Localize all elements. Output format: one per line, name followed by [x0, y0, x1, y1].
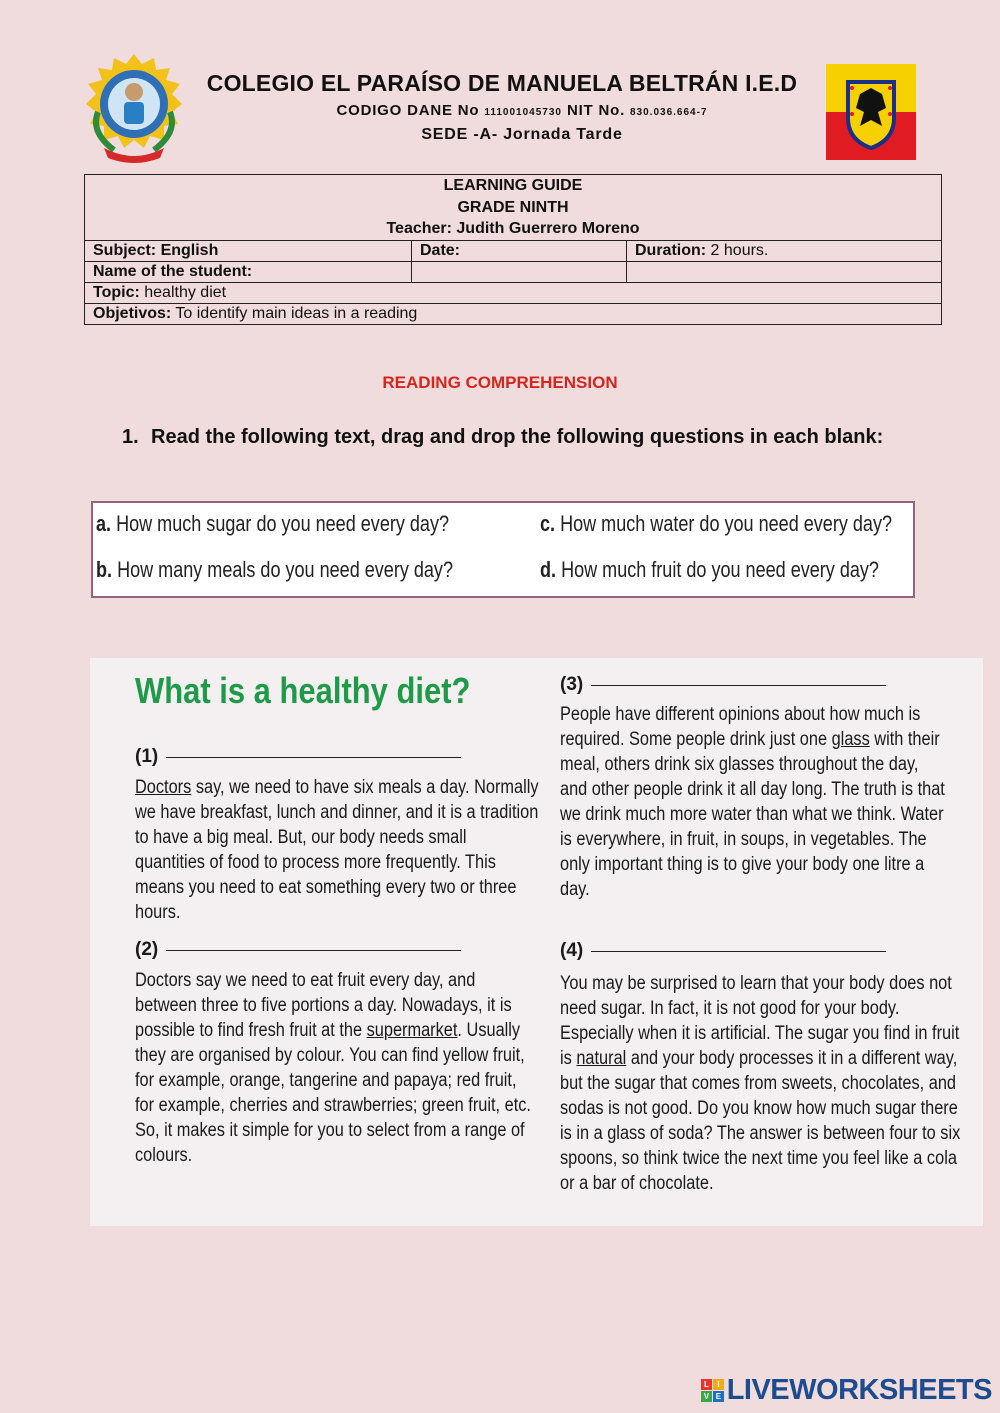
sede-line: SEDE -A- Jornada Tarde [421, 126, 623, 143]
bogota-flag-icon [826, 64, 916, 160]
topic-cell: Topic: healthy diet [85, 282, 942, 303]
section-title: READING COMPREHENSION [382, 373, 618, 392]
instruction [122, 422, 902, 452]
paragraph-1: Doctors say, we need to have six meals a day. Normally we have breakfast, lunch and dinner, and it is a tradition to have a big meal. But, our body needs small quantities of food to process more frequently. This means you need to eat something every two or three hours. [135, 777, 539, 923]
blank-4[interactable]: (4) [560, 940, 886, 962]
guide-info-table [84, 174, 942, 325]
duration-cell: Duration: 2 hours. [627, 240, 942, 261]
objectives-cell: Objetivos: To identify main ideas in a reading [85, 303, 942, 324]
paragraph-3: People have different opinions about how much is required. Some people drink just one glass with their meal, others drink six glasses throughout the day, and other people drink it all day long. The truth is that we drink much more water than what we think. Water is everywhere, in fruit, in soups, in vegetables. The only important thing is to give your body one litre a day. [560, 704, 945, 900]
blank-3[interactable]: (3) [560, 674, 886, 696]
school-crest-logo [84, 52, 184, 164]
school-name: COLEGIO EL PARAÍSO DE MANUELA BELTRÁN I.E.D [206, 70, 798, 96]
nit-label: NIT No. [566, 102, 626, 119]
guide-teacher: Teacher: Judith Guerrero Moreno [386, 220, 640, 237]
question-c[interactable]: c. How much water do you need every day? [540, 511, 892, 536]
subject-cell: Subject: English [85, 240, 412, 261]
guide-title: LEARNING GUIDE [443, 177, 583, 194]
student-name-extra-field[interactable] [627, 261, 942, 282]
guide-header-cell [85, 175, 942, 241]
nit-value: 830.036.664-7 [630, 107, 708, 118]
paragraph-2: Doctors say we need to eat fruit every day, and between three to five portions a day. Nowadays, it is possible to find fresh fruit at the supermarket. Usually they are organised by colour. You can find yellow fruit, for example, orange, tangerine and papaya; red fruit, for example, cherries and strawberries; green fruit, etc. So, it makes it simple for you to select from a range of colours. [135, 970, 531, 1166]
instruction-number: 1. [122, 426, 139, 448]
question-b[interactable]: b. How many meals do you need every day? [96, 557, 453, 582]
student-name-field[interactable] [412, 261, 627, 282]
question-d[interactable]: d. How much fruit do you need every day? [540, 557, 879, 582]
question-a[interactable]: a. How much sugar do you need every day? [96, 511, 450, 536]
student-name-label-cell: Name of the student: [85, 261, 412, 282]
liveworksheets-badge-icon: L I V E [701, 1379, 724, 1402]
guide-grade: GRADE NINTH [457, 198, 569, 216]
reading-title: What is a healthy diet? [135, 670, 471, 711]
code-value: 111001045730 [484, 107, 562, 118]
reading-panel [90, 658, 983, 1226]
instruction-text: Read the following text, drag and drop the following questions in each blank: [151, 426, 884, 448]
questions-box [91, 501, 915, 598]
liveworksheets-brand: LIVEWORKSHEETS [726, 1374, 992, 1406]
date-cell: Date: [412, 240, 627, 261]
school-codes [182, 102, 862, 119]
blank-1[interactable]: (1) [135, 746, 461, 768]
liveworksheets-logo[interactable] [701, 1374, 992, 1407]
paragraph-4: You may be surprised to learn that your body does not need sugar. In fact, it is not good for your body. Especially when it is artificial. The sugar you find in fruit is natural and your body processes it in a different way, but the sugar that comes from sweets, chocolates, and sodas is not good. Do you know how much sugar there is in a glass of soda? The answer is between four to six spoons, so think twice the next time you feel like a cola or a bar of chocolate. [560, 973, 961, 1194]
code-label: CODIGO DANE No [336, 102, 480, 119]
blank-2[interactable]: (2) [135, 939, 461, 961]
